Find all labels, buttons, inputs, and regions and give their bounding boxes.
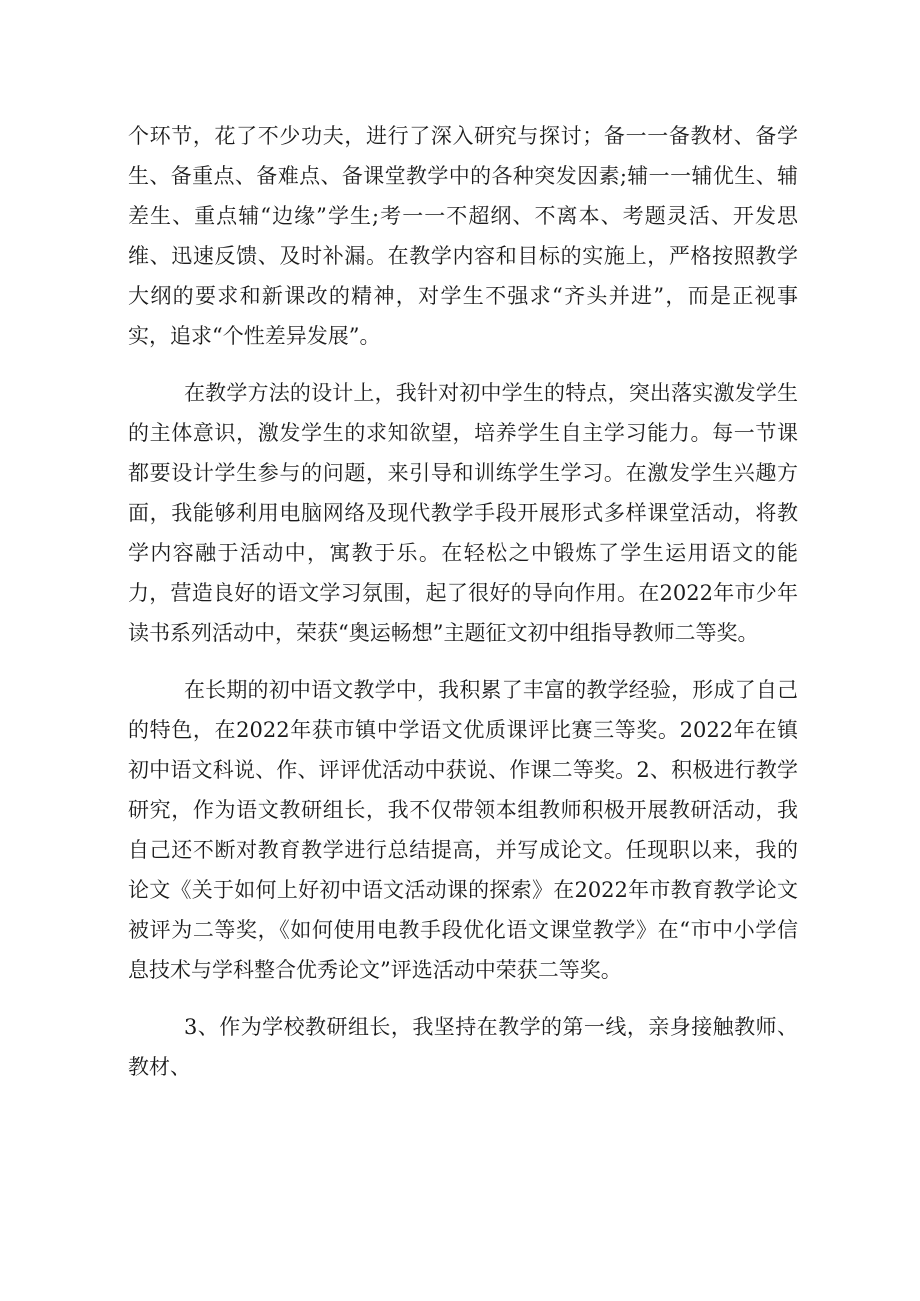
document-body [128,116,798,1104]
paragraph-2: 在教学方法的设计上，我针对初中学生的特点，突出落实激发学生的主体意识，激发学生的求知欲望，培养学生自主学习能力。每一节课都要设计学生参与的问题，来引导和训练学生学习。在激发学生兴趣方面，我能够利用电脑网络及现代教学手段开展形式多样课堂活动，将教学内容融于活动中，寓教于乐。在轻松之中锻炼了学生运用语文的能力，营造良好的语文学习氛围，起了很好的导向作用。在2022年市少年读书系列活动中，荣获“奥运畅想”主题征文初中组指导教师二等奖。 [128,381,798,645]
paragraph-1: 个环节，花了不少功夫，进行了深入研究与探讨；备一一备教材、备学生、备重点、备难点、备课堂教学中的各种突发因素;辅一一辅优生、辅差生、重点辅“边缘”学生;考一一不超纲、不离本、考题灵活、开发思维、迅速反馈、及时补漏。在教学内容和目标的实施上，严格按照教学大纲的要求和新课改的精神，对学生不强求“齐头并进”，而是正视事实，追求“个性差异发展”。 [128,124,798,348]
paragraph-4: 3、作为学校教研组长，我坚持在教学的第一线，亲身接触教师、教材、 [128,1015,798,1079]
paragraph-3: 在长期的初中语文教学中，我积累了丰富的教学经验，形成了自己的特色，在2022年获市镇中学语文优质课评比赛三等奖。2022年在镇初中语文科说、作、评评优活动中获说、作课二等奖。2、积极进行教学研究，作为语文教研组长，我不仅带领本组教师积极开展教研活动，我自己还不断对教育教学进行总结提高，并写成论文。任现职以来，我的论文《关于如何上好初中语文活动课的探索》在2022年市教育教学论文被评为二等奖，《如何使用电教手段优化语文课堂教学》在“市中小学信息技术与学科整合优秀论文”评选活动中荣获二等奖。 [128,678,798,982]
